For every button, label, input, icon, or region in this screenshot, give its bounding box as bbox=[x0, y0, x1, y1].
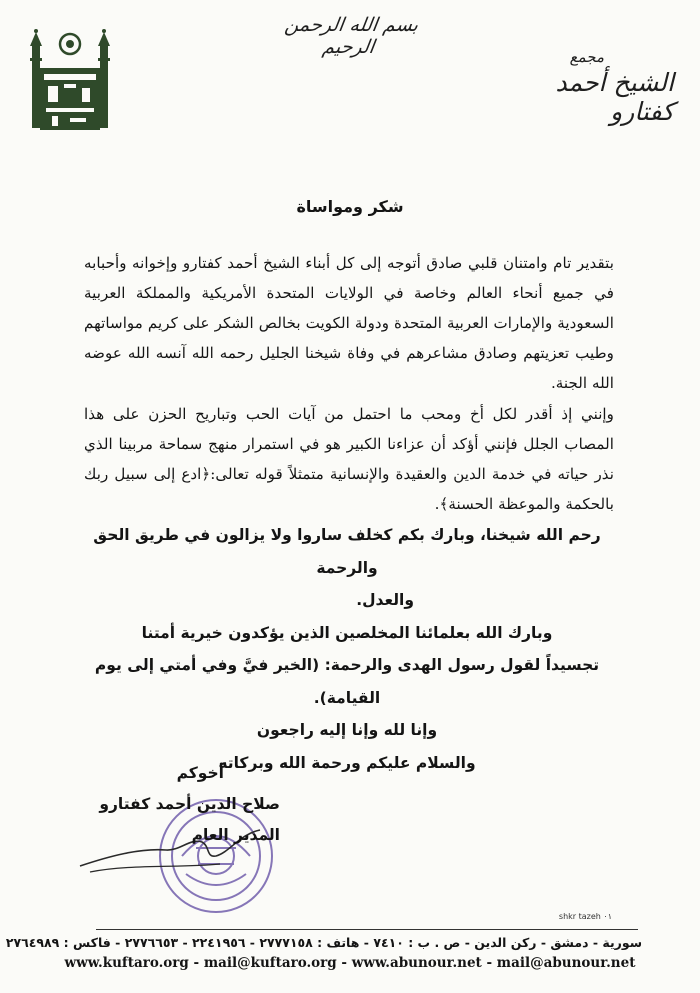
closing-line-6: والسلام عليكم ورحمة الله وبركاته bbox=[218, 753, 476, 772]
signature-greeting: أخوكم bbox=[176, 764, 224, 782]
closing-block bbox=[90, 519, 604, 779]
file-code: shkr tazeh ٠١ bbox=[558, 912, 612, 921]
organization-line-2: الشيخ أحمد كفتارو bbox=[555, 68, 674, 126]
closing-line-2: والعدل. bbox=[356, 591, 414, 609]
body-paragraph-1: بتقدير تام وامتنان قلبي صادق أتوجه إلى كل أبناء الشيخ أحمد كفتارو وإخوانه وأحبابه في جميع أنحاء العالم وخاصة في الولايات المتحدة الأمريكية والمملكة العربية السعودية والإمارات العربية المتحدة ودولة الكويت بخالص الشكر على كريم مواساتهم وطيب تعزيتهم وصادق مشاعرهم في وفاة شيخنا الجليل رحمه الله آنسه الله عوضه الله الجنة. bbox=[84, 254, 614, 392]
signature-block bbox=[60, 758, 280, 851]
closing-line-1: رحم الله شيخنا، وبارك بكم كخلف ساروا ولا يزالون في طريق الحق والرحمة bbox=[93, 526, 601, 577]
letter-body bbox=[84, 248, 614, 519]
body-paragraph-2: وإنني إذ أقدر لكل أخ ومحب ما احتمل من آيات الحب وتباريح الحزن على هذا المصاب الجلل فإنني أؤكد أن عزاءنا الكبير هو في استمرار منهج سماحة مربينا الذي نذر حياته في خدمة الدين والعقيدة والإنسانية متمثلاً قوله تعالى:﴿ادع إلى سبيل ربك بالحكمة والموعظة الحسنة﴾. bbox=[84, 405, 614, 513]
closing-line-3: وبارك الله بعلمائنا المخلصين الذين يؤكدون خيرية أمتنا bbox=[141, 623, 553, 642]
footer-address: سورية - دمشق - ركن الدين - ص . ب : ٧٤١٠ - هاتف : ٢٧٧٧١٥٨ - ٢٢٤١٩٥٦ - ٢٧٧٦٦٥٣ - فاكس : ٢٧٦٤٩٨٩ bbox=[5, 935, 642, 950]
closing-line-4: تجسيداً لقول رسول الهدى والرحمة: (الخير فيَّ وفي أمتي إلى يوم القيامة). bbox=[94, 656, 600, 707]
signatory-name: صلاح الدين أحمد كفتارو bbox=[99, 795, 280, 813]
basmala-calligraphy: بسم الله الرحمن الرحيم bbox=[283, 14, 420, 58]
organization-line-1: مجمع bbox=[569, 48, 604, 66]
letter-title: شكر ومواساة bbox=[296, 197, 404, 216]
closing-line-5: وإنا لله وإنا إليه راجعون bbox=[256, 721, 438, 739]
footer-divider bbox=[96, 929, 638, 930]
footer-web-links: www.kuftaro.org - mail@kuftaro.org - www.abunour.net - mail@abunour.net bbox=[64, 955, 636, 971]
organization-name bbox=[514, 48, 674, 126]
organization-logo bbox=[26, 28, 114, 132]
signatory-title: المدير العام bbox=[191, 826, 280, 844]
